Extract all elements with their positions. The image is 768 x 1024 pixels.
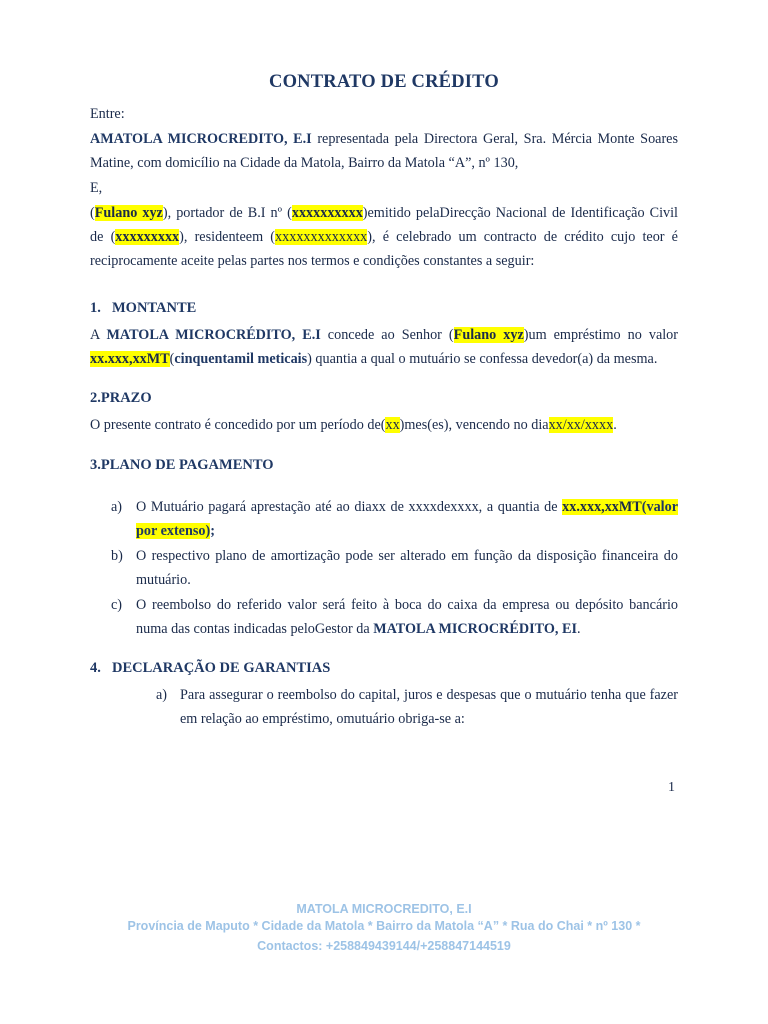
- plano-item-b: [111, 544, 678, 592]
- client-name: Fulano xyz: [94, 205, 163, 221]
- text-fragment: )um empréstimo no valor: [523, 327, 678, 343]
- list-marker: a): [156, 687, 168, 703]
- text-fragment: concede ao Senhor (: [320, 327, 454, 343]
- text-fragment: O Mutuário pagará aprestação até ao diaxx de xxxxdexxxx, a quantia de: [136, 499, 563, 515]
- text-fragment: )emitido pelaDirecção Nacional de Identificação Civil de (: [90, 205, 678, 245]
- lender-name: MATOLA MICROCRÉDITO, E.I: [106, 327, 321, 343]
- intro-client-paragraph: [90, 201, 678, 273]
- list-item-text: [136, 495, 678, 543]
- lender-name: MATOLA MICROCRÉDITO, EI: [373, 621, 577, 637]
- section-montante-heading: [90, 300, 196, 317]
- installment-amount-words: (valor por extenso): [136, 499, 678, 539]
- footer-address: Província de Maputo * Cidade da Matola * Bairro da Matola “A” * Rua do Chai * nº 130 *: [127, 919, 641, 933]
- section-number: 4.: [90, 660, 101, 676]
- list-marker: b): [111, 548, 123, 564]
- term-months: xx: [385, 417, 400, 433]
- section-prazo-text: [90, 413, 678, 437]
- list-marker: c): [111, 597, 123, 613]
- section-number: 1.: [90, 300, 101, 316]
- intro-e: E,: [90, 180, 103, 196]
- client-name: Fulano xyz: [453, 327, 524, 343]
- text-fragment: A: [90, 327, 107, 343]
- garantias-item-a: [156, 683, 678, 731]
- section-montante-text: [90, 323, 678, 371]
- plano-item-c: [111, 593, 678, 641]
- text-fragment: ;: [210, 523, 215, 539]
- section-prazo-heading: 2.PRAZO: [90, 390, 152, 406]
- section-garantias-heading: [90, 660, 330, 677]
- list-marker: a): [111, 499, 123, 515]
- intro-lender-paragraph: [90, 127, 678, 175]
- footer-contacts: Contactos: +258849439144/+258847144519: [257, 939, 511, 953]
- intro-entre: Entre:: [90, 106, 125, 122]
- installment-amount: xx.xxx,xxMT: [562, 499, 642, 515]
- list-item-text: O respectivo plano de amortização pode ser alterado em função da disposição financeira do mutuário.: [136, 548, 678, 588]
- footer-company: MATOLA MICROCREDITO, E.I: [296, 902, 472, 916]
- list-item-text: [136, 593, 678, 641]
- plano-item-a: [111, 495, 678, 543]
- due-date: xx/xx/xxxx: [548, 417, 614, 433]
- page-number: 1: [668, 780, 675, 795]
- text-fragment: O reembolso do referido valor será feito à boca do caixa da empresa ou depósito bancário numa das contas indicadas peloGestor da: [136, 597, 678, 637]
- document-title: CONTRATO DE CRÉDITO: [269, 72, 499, 92]
- section-title: DECLARAÇÃO DE GARANTIAS: [112, 660, 331, 676]
- text-fragment: (: [90, 205, 95, 221]
- bi-number: xxxxxxxxxx: [291, 205, 363, 221]
- loan-amount: xx.xxx,xxMT: [90, 351, 170, 367]
- issue-place: xxxxxxxxx: [115, 229, 180, 245]
- text-fragment: )mes(es), vencendo no dia: [399, 417, 549, 433]
- text-fragment: ) quantia a qual o mutuário se confessa devedor(a) da mesma.: [307, 351, 658, 367]
- text-fragment: ), residenteem (: [179, 229, 276, 245]
- loan-amount-words: cinquentamil meticais: [174, 351, 308, 367]
- list-item-text: Para assegurar o reembolso do capital, juros e despesas que o mutuário tenha que fazer em relação ao empréstimo, omutuário obriga-se a:: [180, 687, 678, 727]
- text-fragment: .: [613, 417, 617, 433]
- lender-name: AMATOLA MICROCREDITO, E.I: [90, 131, 312, 147]
- text-fragment: (: [169, 351, 175, 367]
- section-title: MONTANTE: [112, 300, 197, 316]
- lender-description: representada pela Directora Geral, Sra. Mércia Monte Soares Matine, com domicílio na Cidade da Matola, Bairro da Matola “A”, nº 130,: [90, 131, 678, 171]
- residence: xxxxxxxxxxxxx: [275, 229, 368, 245]
- text-fragment: ), é celebrado um contracto de crédito cujo teor é reciprocamente aceite pelas partes nos termos e condições constantes a seguir:: [90, 229, 678, 269]
- text-fragment: O presente contrato é concedido por um período de(: [90, 417, 386, 433]
- text-fragment: ), portador de B.I nº (: [162, 205, 292, 221]
- text-fragment: .: [576, 621, 581, 637]
- section-plano-heading: 3.PLANO DE PAGAMENTO: [90, 457, 274, 473]
